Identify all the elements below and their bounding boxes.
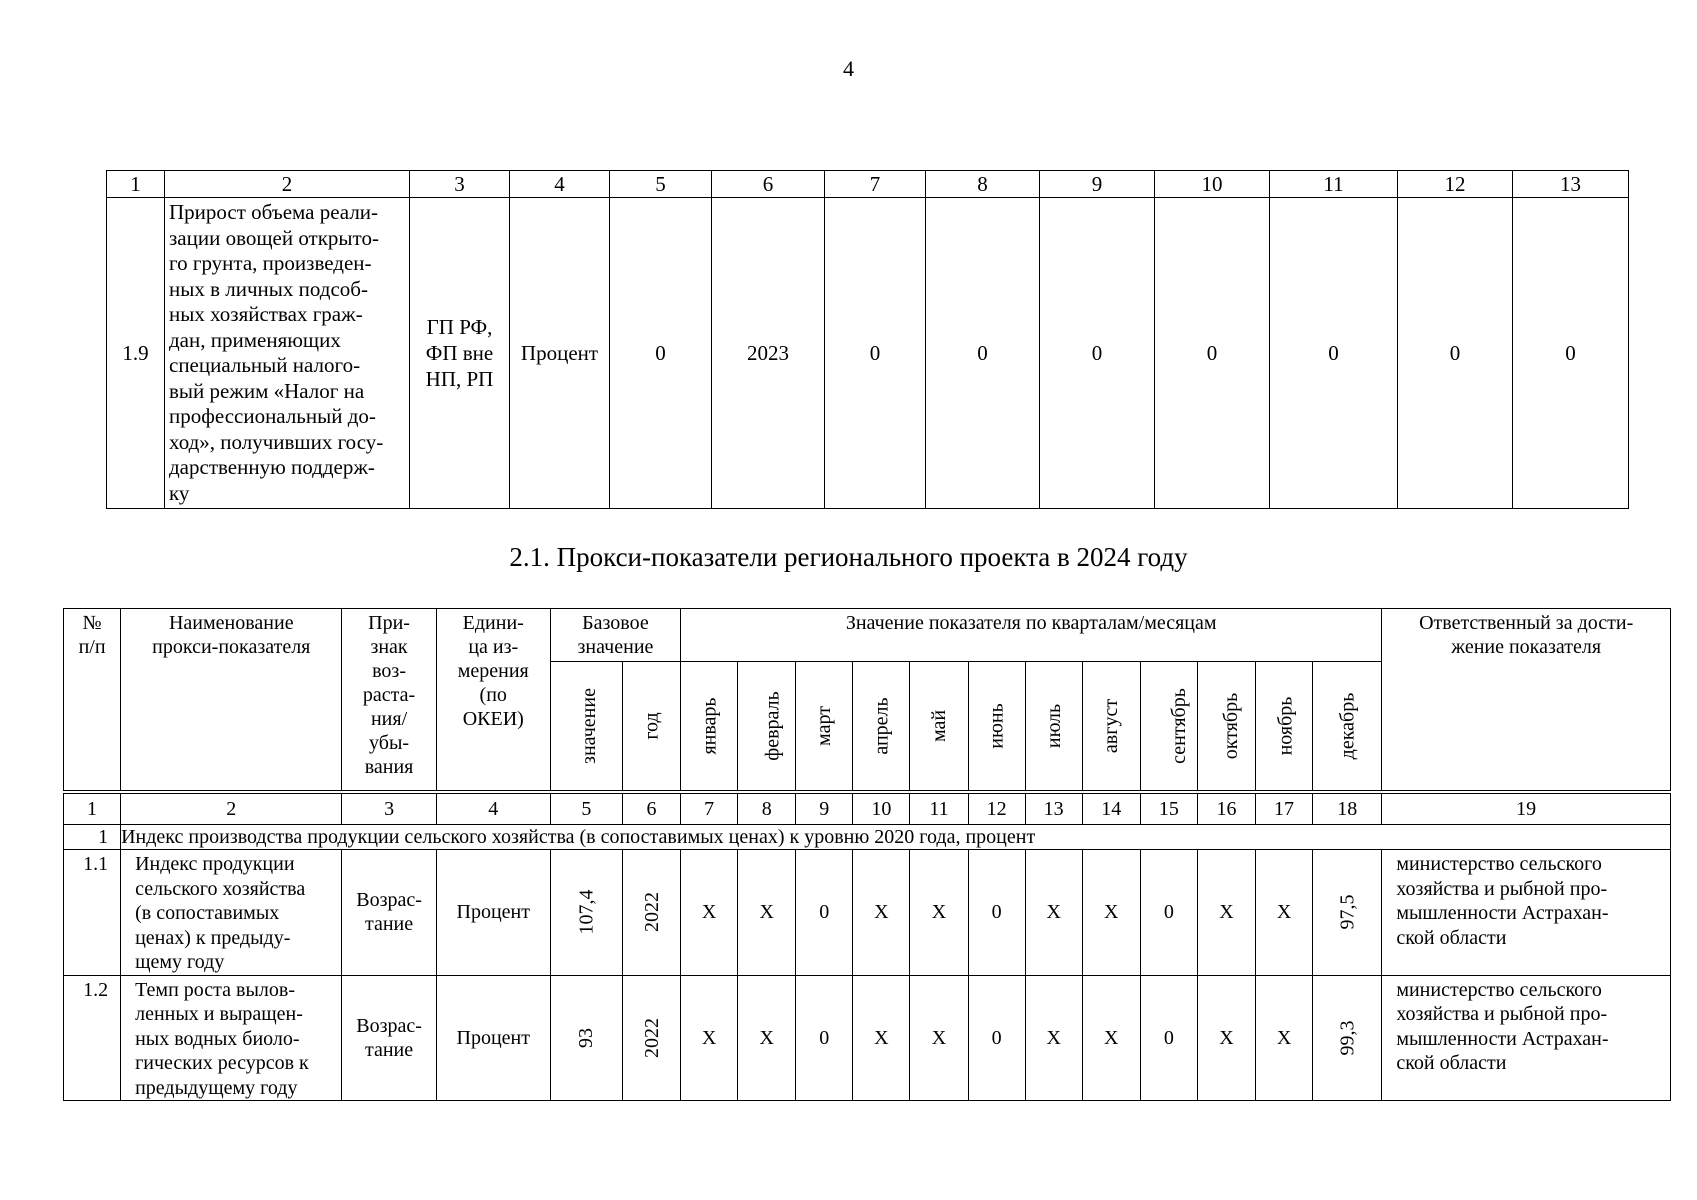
table-row bbox=[64, 975, 1671, 1101]
group-number: 1 bbox=[64, 825, 121, 850]
month-value: 99,3 bbox=[1313, 975, 1382, 1101]
month-value: X bbox=[1256, 850, 1313, 976]
base-value: 93 bbox=[550, 975, 622, 1101]
value-cell: 0 bbox=[1398, 198, 1513, 509]
table-row bbox=[64, 850, 1671, 976]
col-number: 9 bbox=[1040, 171, 1155, 198]
col-number: 6 bbox=[622, 792, 680, 825]
month-value: X bbox=[910, 850, 968, 976]
header-month: июнь bbox=[968, 662, 1025, 793]
base-value: 0 bbox=[610, 198, 712, 509]
header-month: ноябрь bbox=[1256, 662, 1313, 793]
col-number: 8 bbox=[738, 792, 796, 825]
col-number: 17 bbox=[1256, 792, 1313, 825]
col-number: 1 bbox=[107, 171, 165, 198]
month-value: X bbox=[1082, 975, 1140, 1101]
col-number: 18 bbox=[1313, 792, 1382, 825]
month-value: X bbox=[1025, 975, 1082, 1101]
col-number: 14 bbox=[1082, 792, 1140, 825]
growth-sign: Возрас- тание bbox=[342, 850, 436, 976]
month-value: X bbox=[738, 975, 796, 1101]
responsible: министерство сельского хозяйства и рыбной про- мышленности Астрахан- ской области bbox=[1382, 850, 1671, 976]
month-value: 0 bbox=[796, 850, 853, 976]
month-value: X bbox=[910, 975, 968, 1101]
value-cell: 0 bbox=[825, 198, 926, 509]
header-month: апрель bbox=[853, 662, 910, 793]
month-value: X bbox=[1025, 850, 1082, 976]
proxy-indicator-name: Темп роста вылов- ленных и выращен- ных водных биоло- гических ресурсов к предыдущему году bbox=[121, 975, 342, 1101]
col-number: 3 bbox=[410, 171, 510, 198]
month-value: 0 bbox=[968, 975, 1025, 1101]
col-number: 4 bbox=[510, 171, 610, 198]
base-year: 2023 bbox=[712, 198, 825, 509]
col-number: 7 bbox=[825, 171, 926, 198]
value-cell: 0 bbox=[1513, 198, 1629, 509]
col-number: 19 bbox=[1382, 792, 1671, 825]
header-month: сентябрь bbox=[1140, 662, 1197, 793]
indicator-name: Прирост объема реали- зации овощей открыто- го грунта, произведен- ных в личных подсоб- ных хозяйствах граж- дан, применяющих специальный налого- вый режим «Налог на профессиональный до- ход», получивших госу- дарственную поддерж- ку bbox=[165, 198, 410, 509]
col-number: 4 bbox=[436, 792, 550, 825]
col-number: 8 bbox=[926, 171, 1040, 198]
month-value: 97,5 bbox=[1313, 850, 1382, 976]
header-num: № п/п bbox=[64, 609, 121, 793]
col-number: 3 bbox=[342, 792, 436, 825]
col-number: 13 bbox=[1513, 171, 1629, 198]
col-number: 7 bbox=[681, 792, 738, 825]
header-month: июль bbox=[1025, 662, 1082, 793]
month-value: X bbox=[681, 850, 738, 976]
header-base-value: значение bbox=[550, 662, 622, 793]
col-number: 12 bbox=[968, 792, 1025, 825]
unit: Процент bbox=[510, 198, 610, 509]
base-year: 2022 bbox=[622, 975, 680, 1101]
header-month: март bbox=[796, 662, 853, 793]
month-value: X bbox=[853, 975, 910, 1101]
col-number: 2 bbox=[121, 792, 342, 825]
growth-sign: Возрас- тание bbox=[342, 975, 436, 1101]
header-month: май bbox=[910, 662, 968, 793]
base-value: 107,4 bbox=[550, 850, 622, 976]
col-number: 5 bbox=[610, 171, 712, 198]
month-value: 0 bbox=[1140, 850, 1197, 976]
col-number: 9 bbox=[796, 792, 853, 825]
row-number: 1.2 bbox=[64, 975, 121, 1101]
section-title: 2.1. Прокси-показатели регионального проекта в 2024 году bbox=[509, 542, 1188, 572]
col-number: 2 bbox=[165, 171, 410, 198]
month-value: X bbox=[738, 850, 796, 976]
header-month: февраль bbox=[738, 662, 796, 793]
row-number: 1.1 bbox=[64, 850, 121, 976]
proxy-indicators-table bbox=[63, 608, 1671, 1101]
group-label: Индекс производства продукции сельского хозяйства (в сопоставимых ценах) к уровню 2020 года, процент bbox=[121, 825, 1671, 850]
col-number: 11 bbox=[1270, 171, 1398, 198]
indicator-table-continuation bbox=[106, 170, 1629, 509]
header-month: декабрь bbox=[1313, 662, 1382, 793]
value-cell: 0 bbox=[1040, 198, 1155, 509]
header-month: октябрь bbox=[1197, 662, 1255, 793]
col-number: 10 bbox=[1155, 171, 1270, 198]
month-value: X bbox=[1256, 975, 1313, 1101]
page-number: 4 bbox=[843, 56, 854, 81]
col-number: 12 bbox=[1398, 171, 1513, 198]
header-period: Значение показателя по кварталам/месяцам bbox=[681, 609, 1382, 662]
col-number: 13 bbox=[1025, 792, 1082, 825]
month-value: X bbox=[1082, 850, 1140, 976]
col-number: 15 bbox=[1140, 792, 1197, 825]
month-value: X bbox=[681, 975, 738, 1101]
value-cell: 0 bbox=[1155, 198, 1270, 509]
month-value: X bbox=[1197, 850, 1255, 976]
header-month: август bbox=[1082, 662, 1140, 793]
unit: Процент bbox=[436, 975, 550, 1101]
col-number: 5 bbox=[550, 792, 622, 825]
table-row bbox=[107, 198, 1629, 509]
header-responsible: Ответственный за дости- жение показателя bbox=[1382, 609, 1671, 793]
column-number-row bbox=[64, 792, 1671, 825]
value-cell: 0 bbox=[1270, 198, 1398, 509]
column-number-row bbox=[107, 171, 1629, 198]
header-base-year: год bbox=[622, 662, 680, 793]
col-number: 11 bbox=[910, 792, 968, 825]
base-year: 2022 bbox=[622, 850, 680, 976]
month-value: 0 bbox=[1140, 975, 1197, 1101]
header-unit: Едини- ца из- мерения (по ОКЕИ) bbox=[436, 609, 550, 793]
col-number: 6 bbox=[712, 171, 825, 198]
month-value: X bbox=[853, 850, 910, 976]
indicator-level: ГП РФ, ФП вне НП, РП bbox=[410, 198, 510, 509]
col-number: 16 bbox=[1197, 792, 1255, 825]
responsible: министерство сельского хозяйства и рыбной про- мышленности Астрахан- ской области bbox=[1382, 975, 1671, 1101]
group-row bbox=[64, 825, 1671, 850]
col-number: 10 bbox=[853, 792, 910, 825]
header-name: Наименование прокси-показателя bbox=[121, 609, 342, 793]
header-month: январь bbox=[681, 662, 738, 793]
header-row bbox=[64, 609, 1671, 662]
month-value: 0 bbox=[796, 975, 853, 1101]
value-cell: 0 bbox=[926, 198, 1040, 509]
row-number: 1.9 bbox=[107, 198, 165, 509]
unit: Процент bbox=[436, 850, 550, 976]
col-number: 1 bbox=[64, 792, 121, 825]
header-base: Базовое значение bbox=[550, 609, 680, 662]
header-sign: При- знак воз- раста- ния/ убы- вания bbox=[342, 609, 436, 793]
proxy-indicator-name: Индекс продукции сельского хозяйства (в сопоставимых ценах) к предыду- щему году bbox=[121, 850, 342, 976]
month-value: 0 bbox=[968, 850, 1025, 976]
month-value: X bbox=[1197, 975, 1255, 1101]
